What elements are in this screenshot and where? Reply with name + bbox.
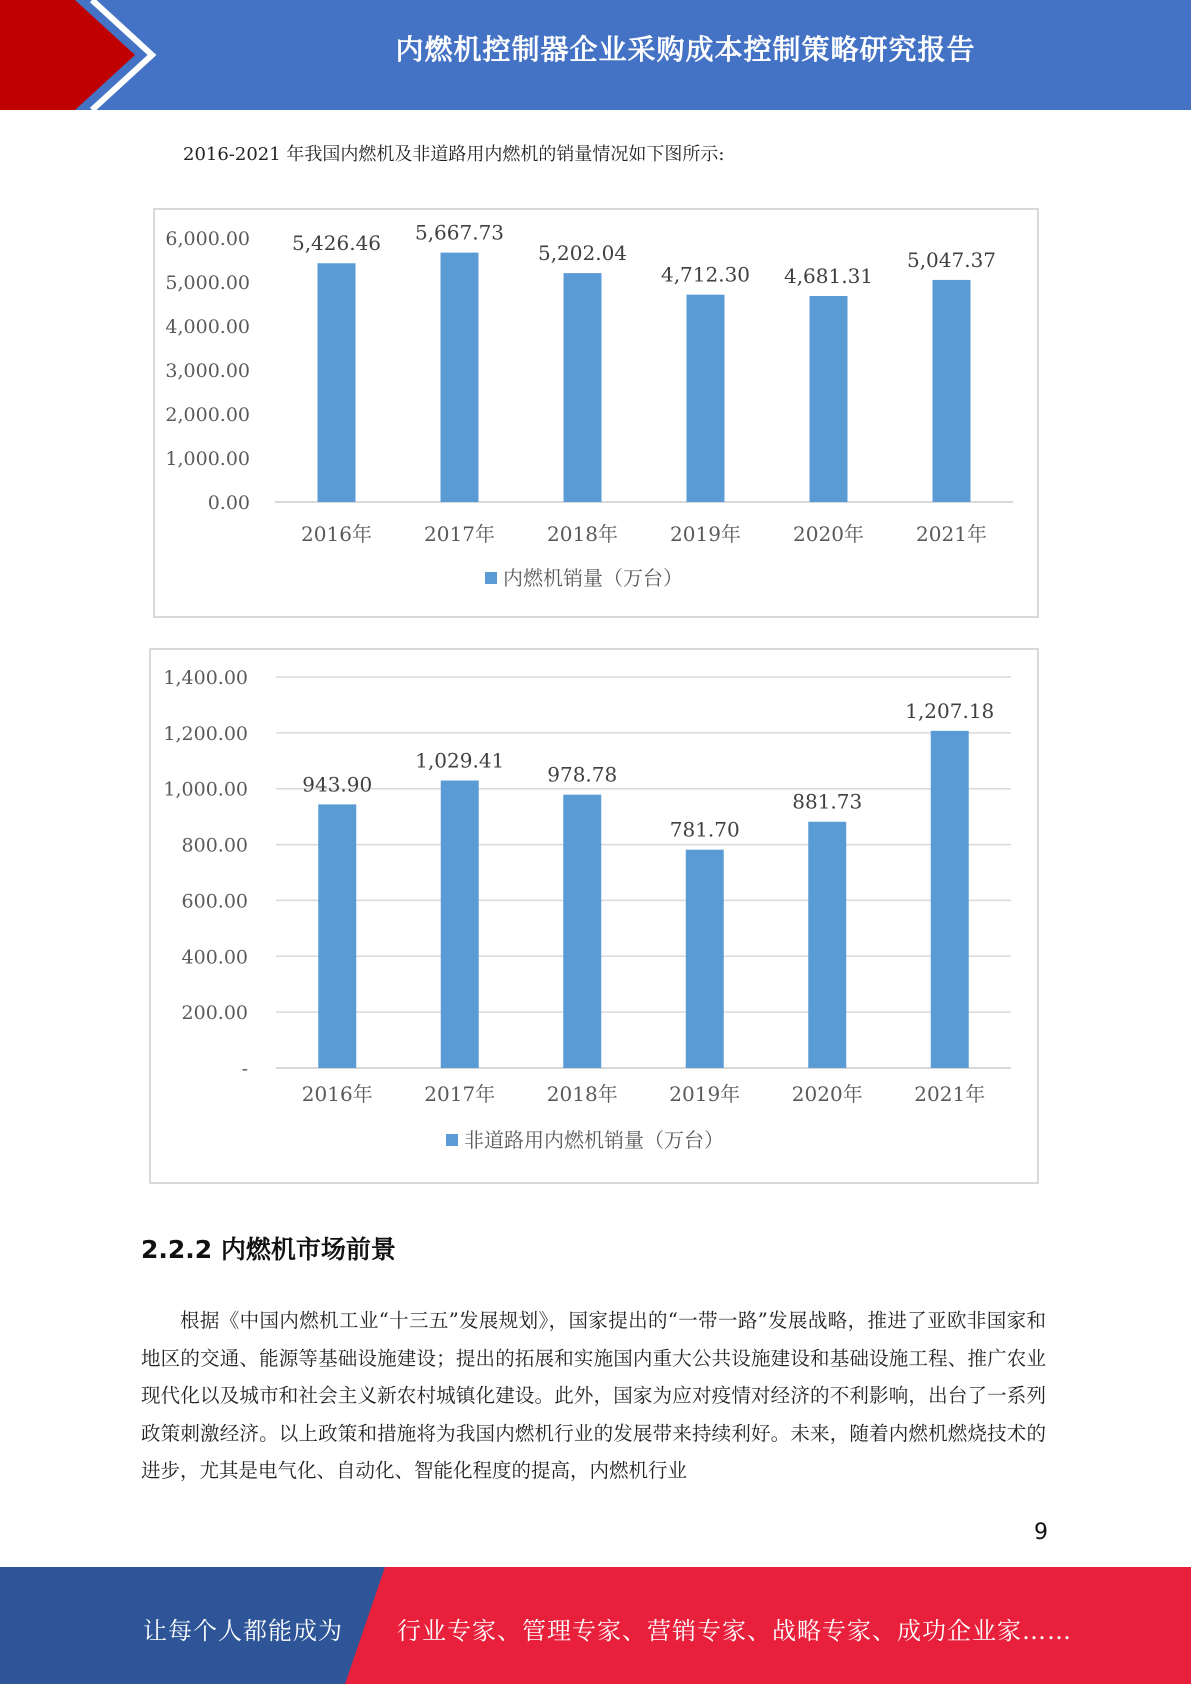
- bar: [933, 280, 971, 502]
- bar: [441, 253, 479, 502]
- data-label: 881.73: [792, 789, 863, 814]
- data-label: 5,047.37: [906, 247, 997, 272]
- nonroad-engine-sales-chart: [149, 648, 1039, 1184]
- y-tick-label: 1,000.00: [165, 448, 250, 470]
- intro-text: 2016-2021 年我国内燃机及非道路用内燃机的销量情况如下图所示:: [183, 144, 725, 165]
- x-tick-label: 2018年: [546, 1082, 618, 1106]
- data-label: 4,712.30: [660, 262, 751, 287]
- x-tick-label: 2018年: [547, 522, 618, 546]
- bar: [563, 795, 601, 1068]
- footer-slogan-left: 让每个人都能成为: [143, 1617, 343, 1645]
- x-tick-label: 2020年: [791, 1082, 863, 1106]
- engine-sales-chart: [153, 208, 1039, 618]
- bar: [686, 850, 724, 1068]
- bar: [931, 731, 969, 1068]
- x-tick-label: 2017年: [424, 1082, 496, 1106]
- data-label: 5,202.04: [537, 241, 628, 266]
- x-tick-label: 2019年: [670, 522, 741, 546]
- legend-label: 内燃机销量（万台）: [503, 566, 683, 590]
- data-label: 1,207.18: [905, 698, 995, 723]
- bar: [318, 804, 356, 1068]
- page-footer: [0, 1567, 1191, 1684]
- y-tick-label: 1,200.00: [163, 722, 248, 745]
- y-tick-label: 200.00: [181, 1002, 248, 1025]
- data-label: 5,667.73: [414, 220, 505, 245]
- engine-sales-chart-svg: [155, 210, 1037, 616]
- y-tick-label: 3,000.00: [165, 360, 250, 382]
- x-tick-label: 2016年: [301, 522, 372, 546]
- y-tick-label: -: [241, 1058, 248, 1080]
- data-label: 781.70: [669, 817, 740, 842]
- y-tick-label: 6,000.00: [165, 228, 250, 250]
- y-tick-label: 400.00: [181, 946, 248, 969]
- y-tick-label: 5,000.00: [165, 272, 250, 294]
- x-tick-label: 2019年: [669, 1082, 741, 1106]
- x-tick-label: 2017年: [424, 522, 495, 546]
- y-tick-label: 1,400.00: [163, 667, 248, 689]
- legend-swatch: [485, 572, 497, 584]
- y-tick-label: 800.00: [181, 834, 248, 857]
- data-label: 4,681.31: [783, 264, 874, 289]
- legend-label: 非道路用内燃机销量（万台）: [464, 1128, 724, 1152]
- bar: [441, 781, 479, 1068]
- footer-slogan-right: 行业专家、管理专家、营销专家、战略专家、成功企业家……: [397, 1617, 1072, 1645]
- page-header: [0, 0, 1191, 110]
- y-tick-label: 600.00: [181, 890, 248, 913]
- y-tick-label: 4,000.00: [165, 316, 250, 338]
- legend-swatch: [446, 1134, 458, 1146]
- x-tick-label: 2016年: [301, 1082, 373, 1106]
- body-paragraph: 根据《中国内燃机工业“十三五”发展规划》，国家提出的“一带一路”发展战略，推进了亚欧非国家和地区的交通、能源等基础设施建设；提出的拓展和实施国内重大公共设施建设和基础设施工程、推广农业现代化以及城市和社会主义新农村城镇化建设。此外，国家为应对疫情对经济的不利影响，出台了一系列政策刺激经济。以上政策和措施将为我国内燃机行业的发展带来持续利好。未来，随着内燃机燃烧技术的进步，尤其是电气化、自动化、智能化程度的提高，内燃机行业: [141, 1309, 1046, 1482]
- y-tick-label: 2,000.00: [165, 404, 250, 426]
- y-tick-label: 1,000.00: [163, 778, 248, 801]
- x-tick-label: 2021年: [914, 1082, 986, 1106]
- data-label: 943.90: [302, 772, 373, 797]
- data-label: 5,426.46: [291, 231, 382, 256]
- nonroad-engine-sales-chart-svg: [151, 650, 1037, 1182]
- section-heading: 2.2.2 内燃机市场前景: [141, 1235, 396, 1264]
- data-label: 978.78: [547, 762, 618, 787]
- x-tick-label: 2020年: [793, 522, 864, 546]
- data-label: 1,029.41: [415, 748, 505, 773]
- y-tick-label: 0.00: [207, 492, 250, 514]
- bar: [808, 822, 846, 1068]
- report-title: 内燃机控制器企业采购成本控制策略研究报告: [395, 33, 976, 66]
- bar: [564, 273, 602, 502]
- bar: [687, 295, 725, 502]
- bar: [318, 263, 356, 502]
- x-tick-label: 2021年: [916, 522, 987, 546]
- bar: [810, 296, 848, 502]
- page-number: 9: [1034, 1520, 1048, 1545]
